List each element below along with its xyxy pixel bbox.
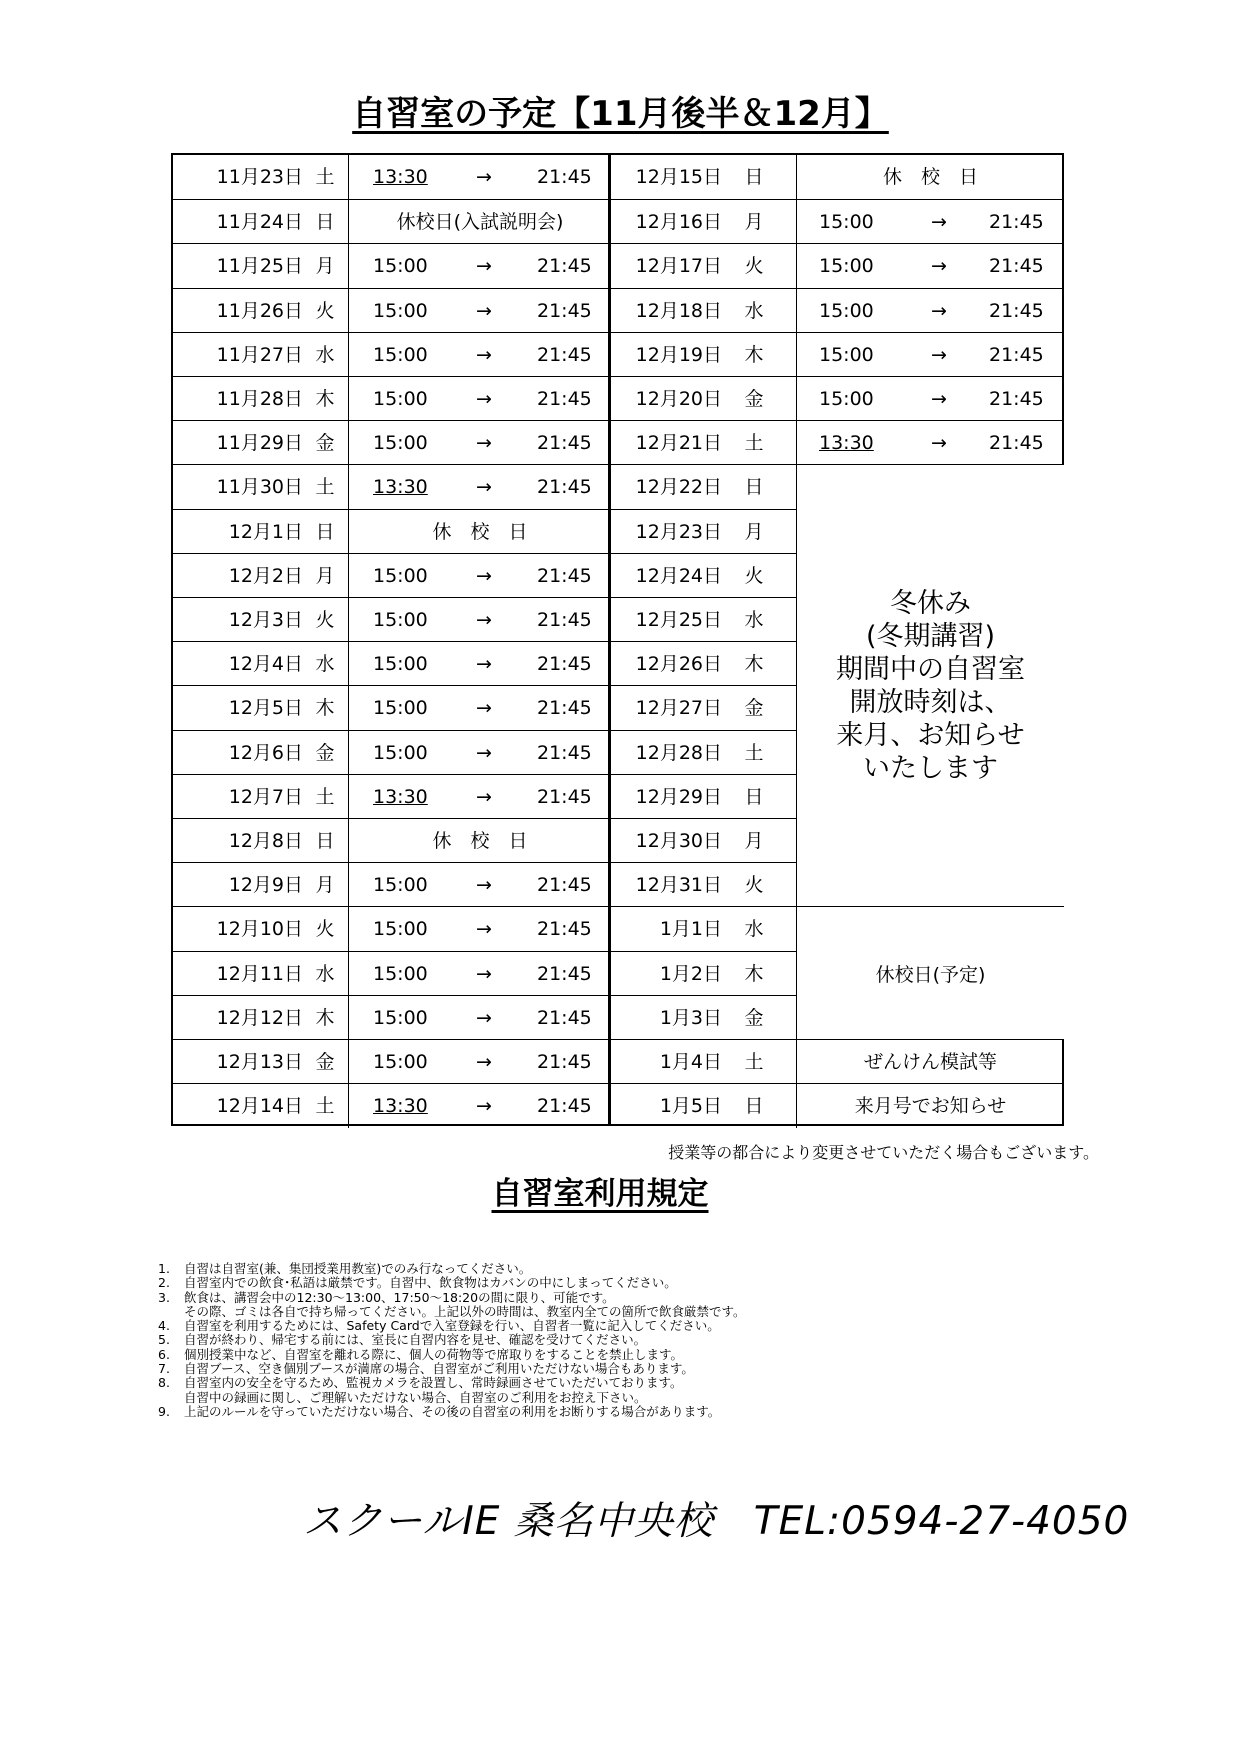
rule-item [158, 1333, 746, 1347]
date-cell [611, 907, 797, 951]
date-cell [611, 863, 797, 907]
row-date: 12月19日 [635, 343, 722, 366]
row-date: 1月4日 [659, 1051, 722, 1073]
open-time: 15:00 [373, 653, 428, 676]
open-time: 15:00 [373, 609, 428, 631]
row-weekday: 水 [744, 918, 764, 941]
row-date: 12月18日 [635, 299, 722, 322]
rules-title: 自習室利用規定 [491, 1176, 709, 1212]
date-cell [173, 289, 349, 333]
row-date: 11月30日 [216, 476, 303, 499]
merged-notice-planned [797, 906, 1064, 1039]
arrow: → [931, 388, 947, 410]
close-time: 21:45 [537, 741, 592, 764]
rule-number: 8. [158, 1375, 170, 1391]
row-date: 1月5日 [659, 1095, 722, 1118]
row-weekday: 木 [315, 388, 335, 410]
row-weekday: 日 [315, 520, 335, 543]
schedule-row [173, 464, 608, 508]
close-time: 21:45 [537, 697, 592, 720]
row-date: 11月28日 [216, 388, 303, 410]
row-weekday: 火 [315, 299, 335, 322]
schedule-row [173, 509, 608, 553]
closed-status: 来月号でお知らせ [854, 1095, 1007, 1118]
date-cell [173, 863, 349, 907]
rule-item [158, 1391, 746, 1405]
date-cell [611, 775, 797, 819]
date-cell [611, 421, 797, 465]
close-time: 21:45 [537, 609, 592, 631]
open-time: 15:00 [819, 211, 874, 234]
row-weekday: 水 [315, 962, 335, 985]
row-date: 12月2日 [228, 564, 303, 587]
row-date: 12月10日 [216, 918, 303, 941]
row-date: 12月26日 [635, 653, 722, 676]
date-cell [611, 1084, 797, 1128]
schedule-row [173, 597, 608, 641]
open-time: 15:00 [373, 962, 428, 985]
close-time: 21:45 [537, 1006, 592, 1029]
row-date: 11月25日 [216, 255, 303, 278]
open-time: 15:00 [373, 918, 428, 941]
row-date: 12月25日 [635, 609, 722, 631]
arrow: → [476, 1095, 492, 1118]
row-weekday: 月 [315, 255, 335, 278]
date-cell [173, 244, 349, 288]
row-date: 12月31日 [635, 874, 722, 897]
schedule-note: 授業等の都合により変更させていただく場合もございます。 [668, 1143, 1099, 1162]
schedule-row [611, 332, 1064, 376]
arrow: → [476, 476, 492, 499]
row-weekday: 土 [744, 741, 764, 764]
date-cell [611, 155, 797, 199]
row-weekday: 金 [744, 1006, 764, 1029]
rule-item [158, 1376, 746, 1390]
row-date: 11月27日 [216, 343, 303, 366]
row-date: 12月30日 [635, 830, 722, 852]
rule-item [158, 1305, 746, 1319]
arrow: → [931, 299, 947, 322]
rule-number: 4. [158, 1318, 170, 1334]
date-cell [611, 819, 797, 863]
open-time: 15:00 [373, 874, 428, 897]
arrow: → [931, 432, 947, 455]
date-cell [173, 952, 349, 996]
row-date: 12月24日 [635, 564, 722, 587]
rule-item [158, 1262, 746, 1276]
rule-number: 1. [158, 1261, 170, 1276]
close-time: 21:45 [537, 255, 592, 278]
open-time: 13:30 [373, 1095, 428, 1118]
row-date: 12月6日 [228, 741, 303, 764]
row-date: 12月20日 [635, 388, 722, 410]
row-weekday: 金 [744, 388, 764, 410]
date-cell [611, 554, 797, 598]
date-cell [611, 996, 797, 1040]
close-time: 21:45 [537, 166, 592, 188]
date-cell [173, 642, 349, 686]
date-cell [173, 465, 349, 509]
open-time: 13:30 [373, 166, 428, 188]
schedule-row [611, 420, 1064, 464]
rule-text: 自習中の録画に関し、ご理解いただけない場合、自習室のご利用をお控え下さい。 [184, 1389, 647, 1405]
row-date: 12月15日 [635, 166, 722, 188]
closed-status: 休校日(入試説明会) [396, 211, 564, 234]
open-time: 13:30 [373, 785, 428, 808]
row-weekday: 月 [744, 211, 764, 234]
row-weekday: 木 [744, 343, 764, 366]
row-weekday: 土 [315, 785, 335, 808]
row-date: 12月17日 [635, 255, 722, 278]
schedule-row [173, 1039, 608, 1083]
close-time: 21:45 [537, 785, 592, 808]
rule-text: その際、ゴミは各自で持ち帰ってください。上記以外の時間は、教室内全ての箇所で飲食厳禁です。 [184, 1303, 746, 1319]
row-date: 12月27日 [635, 697, 722, 720]
row-date: 12月5日 [228, 697, 303, 720]
date-cell [611, 510, 797, 554]
arrow: → [476, 653, 492, 676]
schedule-row [173, 995, 608, 1039]
arrow: → [476, 962, 492, 985]
arrow: → [476, 299, 492, 322]
page-title: 自習室の予定【11月後半＆12月】 [352, 94, 889, 134]
closed-status: 休 校 日 [432, 830, 528, 852]
date-cell [173, 731, 349, 775]
close-time: 21:45 [537, 564, 592, 587]
schedule-row [611, 199, 1064, 243]
rule-text: 自習が終わり、帰宅する前には、室長に自習内容を見せ、確認を受けてください。 [184, 1332, 647, 1348]
schedule-row [611, 1083, 1064, 1127]
close-time: 21:45 [989, 388, 1044, 410]
date-cell [173, 333, 349, 377]
close-time: 21:45 [537, 343, 592, 366]
schedule-row [173, 951, 608, 995]
close-time: 21:45 [537, 432, 592, 455]
rule-number: 6. [158, 1346, 170, 1362]
row-date: 12月12日 [216, 1006, 303, 1029]
close-time: 21:45 [537, 874, 592, 897]
close-time: 21:45 [537, 1095, 592, 1118]
schedule-row [611, 243, 1064, 287]
date-cell [611, 1040, 797, 1084]
close-time: 21:45 [537, 918, 592, 941]
open-time: 15:00 [819, 343, 874, 366]
row-weekday: 土 [315, 476, 335, 499]
close-time: 21:45 [989, 432, 1044, 455]
open-time: 15:00 [373, 388, 428, 410]
row-weekday: 日 [744, 1095, 764, 1118]
row-date: 11月24日 [216, 211, 303, 234]
date-cell [611, 244, 797, 288]
rule-item [158, 1319, 746, 1333]
schedule-row [173, 906, 608, 950]
closed-status: ぜんけん模試等 [863, 1051, 997, 1073]
row-date: 12月9日 [228, 874, 303, 897]
closed-status: 休 校 日 [882, 166, 978, 188]
schedule-row [173, 774, 608, 818]
row-date: 12月28日 [635, 741, 722, 764]
date-cell [173, 200, 349, 244]
schedule-row [173, 685, 608, 729]
row-weekday: 水 [744, 299, 764, 322]
row-weekday: 木 [315, 697, 335, 720]
arrow: → [931, 255, 947, 278]
arrow: → [476, 918, 492, 941]
schedule-row [173, 288, 608, 332]
close-time: 21:45 [537, 299, 592, 322]
schedule-row [173, 818, 608, 862]
row-weekday: 金 [315, 1051, 335, 1073]
row-date: 12月16日 [635, 211, 722, 234]
date-cell [173, 510, 349, 554]
row-weekday: 日 [744, 166, 764, 188]
merged-notice-text: 冬休み (冬期講習) 期間中の自習室 開放時刻は、 来月、お知らせ いたします [836, 587, 1025, 784]
row-weekday: 月 [315, 564, 335, 587]
row-date: 12月3日 [228, 609, 303, 631]
closed-status: 休 校 日 [432, 520, 528, 543]
schedule-row [173, 862, 608, 906]
arrow: → [476, 785, 492, 808]
school-contact-footer: スクールIE 桑名中央校 TEL:0594-27-4050 [303, 1499, 1130, 1544]
row-date: 12月14日 [216, 1095, 303, 1118]
open-time: 15:00 [373, 432, 428, 455]
rule-item [158, 1405, 746, 1419]
open-time: 15:00 [373, 564, 428, 587]
rule-number: 7. [158, 1361, 170, 1377]
merged-notice-winter [797, 464, 1064, 906]
row-date: 12月22日 [635, 476, 722, 499]
schedule-table [171, 153, 1064, 1126]
date-cell [611, 642, 797, 686]
row-weekday: 金 [744, 697, 764, 720]
row-weekday: 月 [315, 874, 335, 897]
row-weekday: 火 [744, 564, 764, 587]
rule-number: 3. [158, 1289, 170, 1305]
arrow: → [476, 609, 492, 631]
schedule-right-column [611, 155, 1064, 1124]
merged-notice-text: 休校日(予定) [875, 963, 986, 986]
date-cell [611, 686, 797, 730]
row-date: 12月21日 [635, 432, 722, 455]
rule-number: 5. [158, 1332, 170, 1348]
row-date: 12月23日 [635, 520, 722, 543]
row-date: 12月11日 [216, 962, 303, 985]
row-date: 12月13日 [216, 1051, 303, 1073]
rule-number: 9. [158, 1403, 170, 1419]
row-weekday: 日 [744, 476, 764, 499]
date-cell [173, 1084, 349, 1128]
arrow: → [476, 255, 492, 278]
schedule-row [611, 376, 1064, 420]
close-time: 21:45 [537, 476, 592, 499]
schedule-row [173, 155, 608, 199]
row-date: 12月8日 [228, 830, 303, 852]
rule-item [158, 1291, 746, 1305]
row-date: 12月7日 [228, 785, 303, 808]
row-date: 11月23日 [216, 166, 303, 188]
date-cell [173, 996, 349, 1040]
row-weekday: 水 [315, 343, 335, 366]
schedule-row [173, 730, 608, 774]
row-weekday: 土 [744, 432, 764, 455]
date-cell [173, 819, 349, 863]
rule-text: 自習は自習室(兼、集団授業用教室)でのみ行なってください。 [184, 1261, 532, 1276]
rule-text: 自習ブース、空き個別ブースが満席の場合、自習室がご利用いただけない場合もあります。 [184, 1361, 694, 1377]
row-weekday: 土 [315, 1095, 335, 1118]
arrow: → [476, 388, 492, 410]
rule-text: 飲食は、講習会中の12:30～13:00、17:50～18:20の間に限り、可能です。 [184, 1289, 615, 1305]
close-time: 21:45 [989, 299, 1044, 322]
rules-list [158, 1262, 746, 1419]
row-date: 11月26日 [216, 299, 303, 322]
row-weekday: 火 [744, 874, 764, 897]
date-cell [173, 1040, 349, 1084]
row-date: 12月1日 [228, 520, 303, 543]
row-date: 1月1日 [659, 918, 722, 941]
rule-text: 自習室内での飲食･私語は厳禁です。自習中、飲食物はカバンの中にしまってください。 [184, 1275, 677, 1291]
arrow: → [931, 343, 947, 366]
date-cell [173, 775, 349, 819]
row-weekday: 月 [744, 520, 764, 543]
row-weekday: 火 [315, 609, 335, 631]
row-weekday: 水 [744, 609, 764, 631]
rule-text: 個別授業中など、自習室を離れる際に、個人の荷物等で席取りをすることを禁止します。 [184, 1346, 684, 1362]
open-time: 15:00 [819, 299, 874, 322]
open-time: 13:30 [819, 432, 874, 455]
open-time: 15:00 [373, 697, 428, 720]
row-weekday: 火 [315, 918, 335, 941]
arrow: → [476, 697, 492, 720]
date-cell [611, 200, 797, 244]
date-cell [611, 465, 797, 509]
row-weekday: 日 [315, 211, 335, 234]
rule-text: 自習室内の安全を守るため、監視カメラを設置し、常時録画させていただいております。 [184, 1375, 683, 1391]
rule-item [158, 1348, 746, 1362]
schedule-row [173, 332, 608, 376]
row-date: 11月29日 [216, 432, 303, 455]
row-date: 1月2日 [659, 962, 722, 985]
arrow: → [476, 343, 492, 366]
open-time: 13:30 [373, 476, 428, 499]
date-cell [173, 907, 349, 951]
rule-item [158, 1362, 746, 1376]
close-time: 21:45 [537, 653, 592, 676]
close-time: 21:45 [537, 388, 592, 410]
arrow: → [931, 211, 947, 234]
date-cell [611, 333, 797, 377]
open-time: 15:00 [373, 1006, 428, 1029]
open-time: 15:00 [819, 255, 874, 278]
date-cell [173, 554, 349, 598]
row-date: 12月4日 [228, 653, 303, 676]
schedule-row [173, 199, 608, 243]
rule-item [158, 1276, 746, 1290]
row-weekday: 水 [315, 653, 335, 676]
close-time: 21:45 [537, 1051, 592, 1073]
open-time: 15:00 [819, 388, 874, 410]
date-cell [173, 155, 349, 199]
schedule-row [611, 1039, 1064, 1083]
schedule-row [173, 376, 608, 420]
row-weekday: 木 [744, 962, 764, 985]
close-time: 21:45 [537, 962, 592, 985]
schedule-row [611, 155, 1064, 199]
open-time: 15:00 [373, 343, 428, 366]
arrow: → [476, 564, 492, 587]
schedule-row [173, 641, 608, 685]
open-time: 15:00 [373, 255, 428, 278]
rule-text: 自習室を利用するためには、Safety Cardで入室登録を行い、自習者一覧に記入してください。 [184, 1318, 720, 1334]
row-weekday: 日 [744, 785, 764, 808]
row-weekday: 土 [744, 1051, 764, 1073]
schedule-row [173, 553, 608, 597]
arrow: → [476, 874, 492, 897]
close-time: 21:45 [989, 343, 1044, 366]
date-cell [173, 421, 349, 465]
date-cell [611, 952, 797, 996]
open-time: 15:00 [373, 299, 428, 322]
arrow: → [476, 166, 492, 188]
arrow: → [476, 1006, 492, 1029]
row-weekday: 土 [315, 166, 335, 188]
close-time: 21:45 [989, 211, 1044, 234]
schedule-row [173, 243, 608, 287]
row-weekday: 木 [744, 653, 764, 676]
arrow: → [476, 432, 492, 455]
arrow: → [476, 1051, 492, 1073]
date-cell [173, 598, 349, 642]
schedule-row [173, 1083, 608, 1127]
row-weekday: 金 [315, 741, 335, 764]
schedule-row [173, 420, 608, 464]
open-time: 15:00 [373, 741, 428, 764]
date-cell [611, 377, 797, 421]
schedule-left-column [173, 155, 611, 1124]
arrow: → [476, 741, 492, 764]
date-cell [611, 598, 797, 642]
close-time: 21:45 [989, 255, 1044, 278]
row-weekday: 火 [744, 255, 764, 278]
date-cell [611, 731, 797, 775]
row-weekday: 金 [315, 432, 335, 455]
open-time: 15:00 [373, 1051, 428, 1073]
schedule-row [611, 288, 1064, 332]
date-cell [173, 686, 349, 730]
row-date: 1月3日 [659, 1006, 722, 1029]
row-weekday: 木 [315, 1006, 335, 1029]
row-weekday: 月 [744, 830, 764, 852]
rule-text: 上記のルールを守っていただけない場合、その後の自習室の利用をお断りする場合があります。 [184, 1403, 721, 1419]
date-cell [173, 377, 349, 421]
date-cell [611, 289, 797, 333]
rule-number: 2. [158, 1275, 170, 1291]
row-date: 12月29日 [635, 785, 722, 808]
row-weekday: 日 [315, 830, 335, 852]
